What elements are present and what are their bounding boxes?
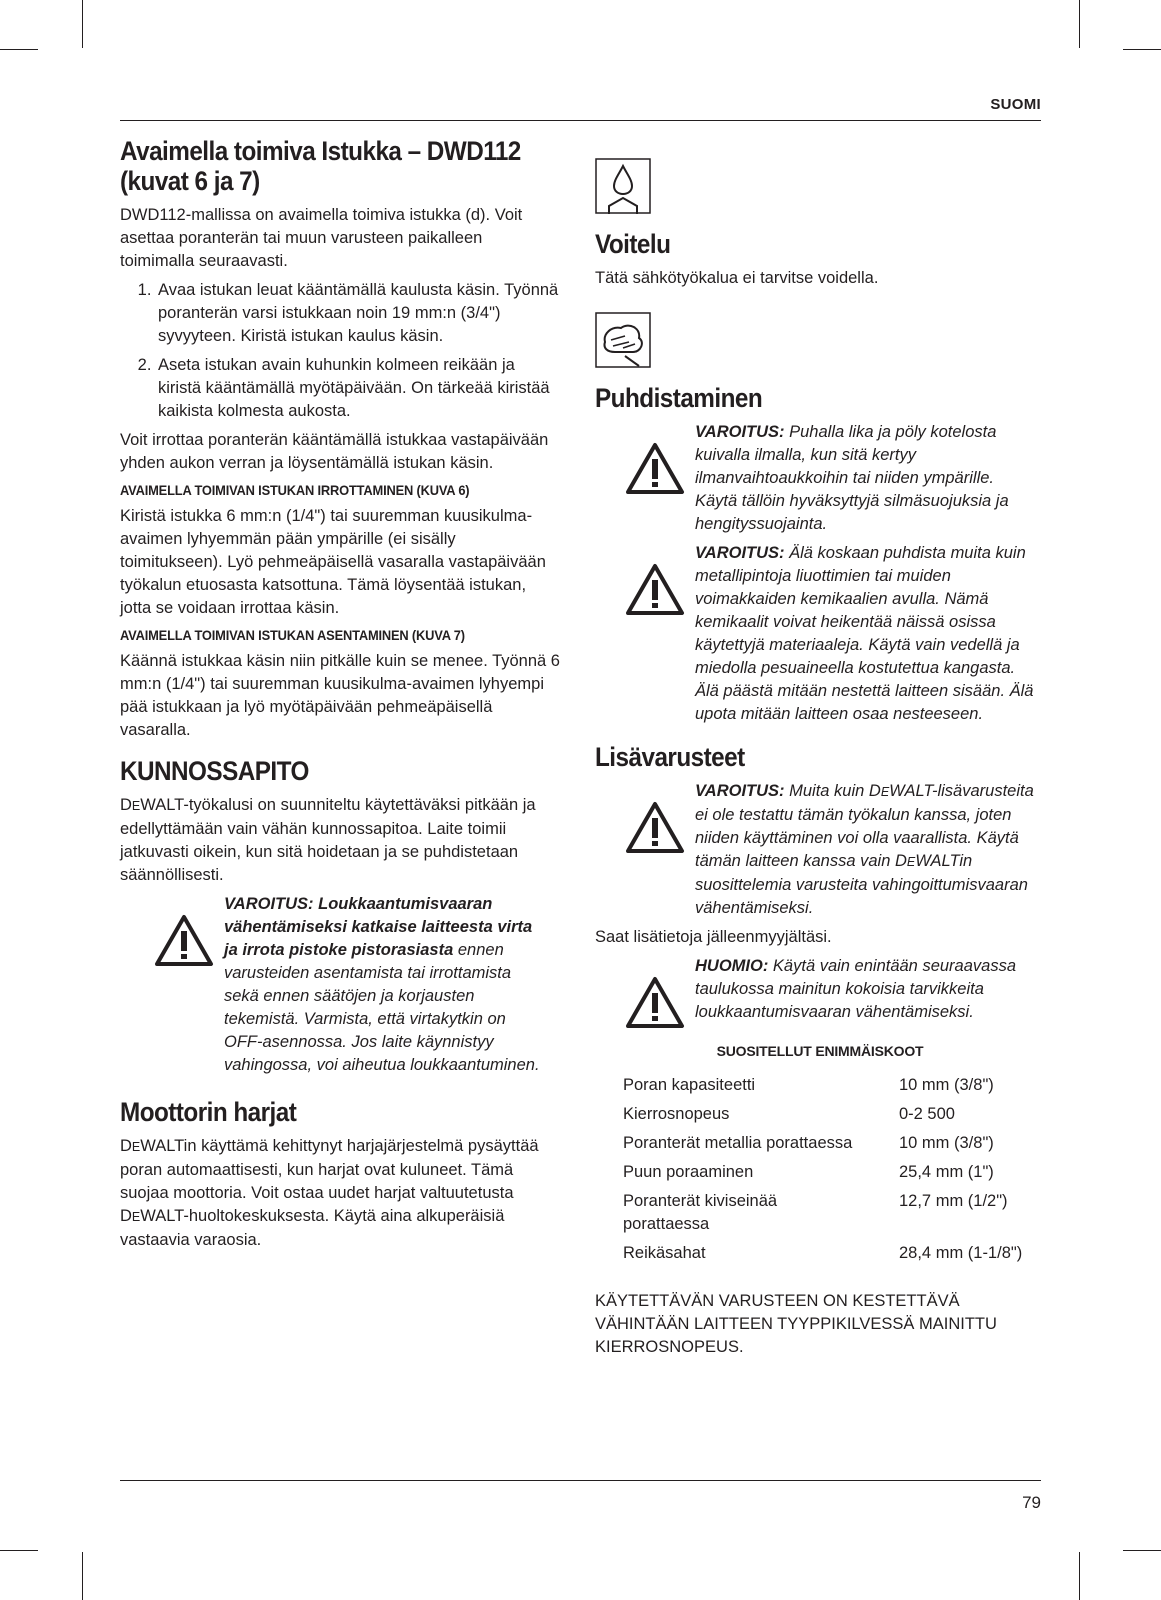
section-title-chuck: Avaimella toimiva Istukka – DWD112 (kuvat 6 ja 7) (120, 136, 521, 196)
right-column (595, 150, 1045, 1365)
crop-mark (1079, 0, 1080, 48)
installation-text: Käännä istukkaa käsin niin pitkälle kuin se menee. Työnnä 6 mm:n (1/4") tai suuremman kuusikulma-avaimen lyhyempi pää istukkaan ja lyö myötäpäivään pehmeäpäisellä vasaralla. (120, 652, 560, 739)
subheading-installation: AVAIMELLA TOIMIVAN ISTUKAN ASENTAMINEN (KUVA 7) (120, 627, 465, 643)
page-number: 79 (1022, 1493, 1041, 1512)
accessories-note: HUOMIO: Käytä vain enintään seuraavassa taulukossa mainitun kokoisia tarvikkeita loukkaantumisvaaran vähentämiseksi. (625, 955, 1045, 1029)
warning-icon (625, 800, 685, 854)
warning-icon (154, 913, 214, 967)
warning-icon (625, 562, 685, 616)
warning-text: ennen varusteiden asentamista tai irrottamista sekä ennen säätöjen ja korjausten tekemistä. Varmista, että virtakytkin on OFF-asennossa. Jos laite käynnistyy vahingossa, voi aiheutua loukkaantuminen. (224, 941, 540, 1074)
table-row: Poran kapasiteetti 10 mm (3/8") (623, 1076, 994, 1094)
header-rule (120, 120, 1041, 121)
brushes-text: DEWALTin käyttämä kehittynyt harjajärjestelmä pysäyttää poran automaattisesti, kun harjat ovat kuluneet. Tämä suojaa moottoria. Voit ostaa uudet harjat valtuutetusta DEWALT-huoltokeskuksesta. Käytä aina alkuperäisiä vastaavia varaosia. (120, 1137, 539, 1249)
accessories-info: Saat lisätietoja jälleenmyyjältäsi. (595, 928, 832, 946)
list-item: 2. Aseta istukan avain kuhunkin kolmeen reikään ja kiristä kääntämällä myötäpäivään. On tärkeää kiristää kaikista kolmesta aukosta. (156, 354, 560, 423)
warning-icon (625, 441, 685, 495)
left-column (120, 136, 560, 1258)
language-label: SUOMI (990, 96, 1041, 113)
table-row: Kierrosnopeus 0-2 500 (623, 1105, 955, 1123)
crop-mark (82, 0, 83, 48)
warning-icon (625, 975, 685, 1029)
accessories-warning: VAROITUS: Muita kuin DEWALT-lisävarusteita ei ole testattu tämän työkalun kanssa, joten niiden käyttäminen voi olla vaarallista. Käytä tämän laitteen kanssa vain DEWALTin suosittelemia varusteita vahingoittumisvaaran vähentämiseksi. (625, 780, 1045, 920)
footer-rule (120, 1480, 1041, 1481)
crop-mark (1123, 1550, 1161, 1551)
list-item: 1. Avaa istukan leuat kääntämällä kaulusta käsin. Työnnä poranterän varsi istukkaan noin 19 mm:n (3/4") syvyyteen. Kiristä istukan kaulus käsin. (156, 279, 560, 348)
maintenance-warning (154, 893, 560, 1077)
lubrication-text: Tätä sähkötyökalua ei tarvitse voidella. (595, 269, 879, 287)
cleaning-warning-1: VAROITUS: Puhalla lika ja pöly kotelosta kuivalla ilmalla, kun sitä kertyy ilmanvaihtoaukkoihin tai niiden ympärille. Käytä tällöin hyväksyttyjä silmäsuojuksia ja hengityssuojainta. (625, 421, 1045, 536)
section-title-lubrication: Voitelu (595, 229, 671, 259)
cleaning-warning-2: VAROITUS: Älä koskaan puhdista muita kuin metallipintoja liuottimien tai muiden voimakkaiden kemikaalien avulla. Nämä kemikaalit voivat heikentää näissä osissa käytettyjä materiaaleja. Käytä vain vedellä ja miedolla pesuaineella kostutettua kangasta. Älä päästä mitään nestettä laitteen sisään. Älä upota mitään laitteen osaa nesteeseen. (625, 542, 1045, 726)
warning-bold-text: VAROITUS: Loukkaantumisvaaran vähentämiseksi katkaise laitteesta virta ja irrota pistoke pistorasiasta (224, 895, 533, 959)
table-row: Poranterät kiviseinää porattaessa 12,7 mm (1/2") (623, 1192, 1008, 1233)
chuck-outro: Voit irrottaa poranterän kääntämällä istukkaa vastapäivään yhden aukon verran ja löysentämällä istukan käsin. (120, 431, 549, 472)
table-row: Poranterät metallia porattaessa 10 mm (3/8") (623, 1134, 994, 1152)
section-title-brushes: Moottorin harjat (120, 1097, 297, 1127)
specs-table (623, 1071, 1043, 1268)
crop-mark (1079, 1552, 1080, 1600)
chuck-steps (120, 279, 560, 423)
table-row: Puun poraaminen 25,4 mm (1") (623, 1163, 994, 1181)
section-title-maintenance: KUNNOSSAPITO (120, 756, 309, 786)
crop-mark (1123, 49, 1161, 50)
cleaning-icon (595, 312, 651, 368)
table-row: Reikäsahat 28,4 mm (1-1/8") (623, 1244, 1023, 1262)
maintenance-text: DEWALT-työkalusi on suunniteltu käytettäväksi pitkään ja edellyttämään vain vähän kunnossapitoa. Laite toimii jatkuvasti oikein, kun sitä hoidetaan ja se puhdistetaan säännöllisesti. (120, 796, 536, 884)
crop-mark (82, 1552, 83, 1600)
table-title: SUOSITELLUT ENIMMÄISKOOT (716, 1043, 924, 1059)
chuck-intro: DWD112-mallissa on avaimella toimiva istukka (d). Voit asettaa poranterän tai muun varusteen paikalleen toimimalla seuraavasti. (120, 206, 523, 270)
crop-mark (0, 49, 38, 50)
subheading-removal: AVAIMELLA TOIMIVAN ISTUKAN IRROTTAMINEN (KUVA 6) (120, 482, 470, 498)
section-title-accessories: Lisävarusteet (595, 742, 745, 772)
lubrication-icon (595, 158, 651, 214)
removal-text: Kiristä istukka 6 mm:n (1/4") tai suuremman kuusikulma-avaimen lyhyemmän pään ympärille (ei sisälly toimitukseen). Lyö pehmeäpäisellä vasaralla vastapäivään työkalun etuosasta katsottuna. Tämä löysentää istukan, jotta se voidaan irrottaa käsin. (120, 507, 546, 617)
closing-note: KÄYTETTÄVÄN VARUSTEEN ON KESTETTÄVÄ VÄHINTÄÄN LAITTEEN TYYPPIKILVESSÄ MAINITTU KIERROSNOPEUS. (595, 1292, 997, 1356)
section-title-cleaning: Puhdistaminen (595, 383, 763, 413)
crop-mark (0, 1550, 38, 1551)
